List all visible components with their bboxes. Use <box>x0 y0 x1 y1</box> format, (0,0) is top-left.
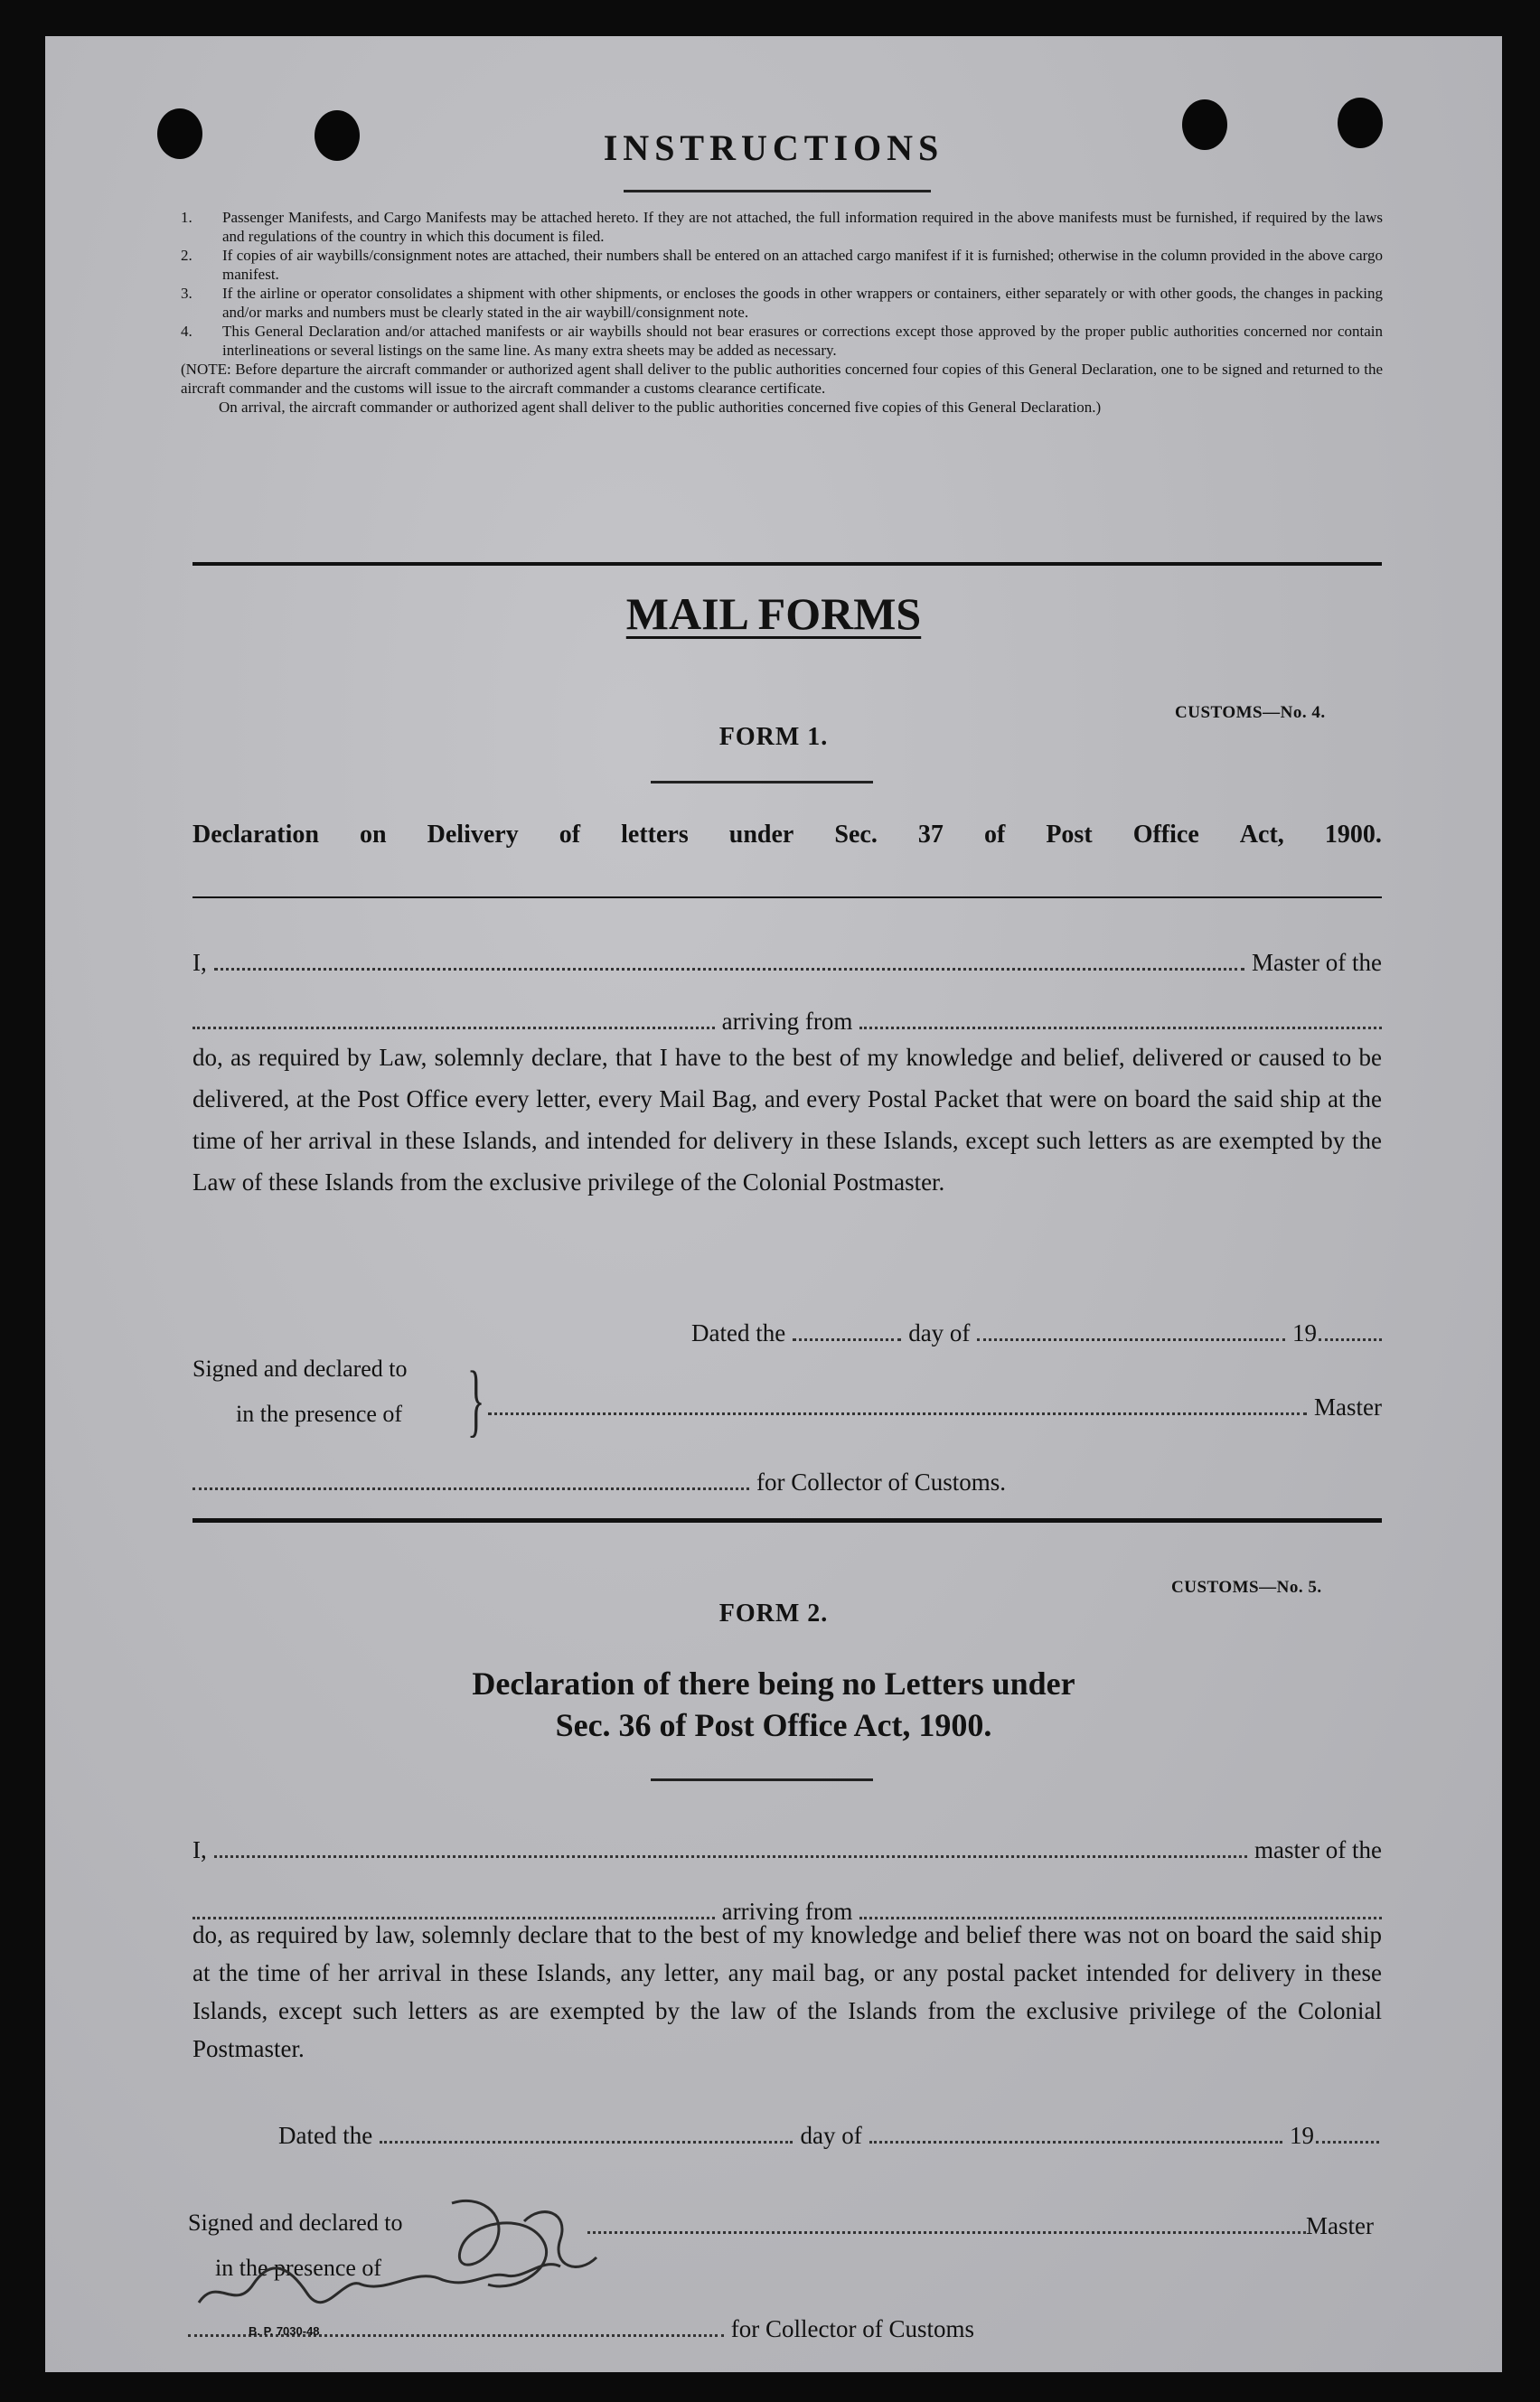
day-field[interactable] <box>380 2123 793 2144</box>
year-field[interactable] <box>1319 1320 1382 1341</box>
section-divider <box>192 562 1382 566</box>
arriving-from-label: arriving from <box>721 1008 853 1035</box>
dated-the-label: Dated the <box>691 1319 786 1346</box>
signed-declared-label: Signed and declared to <box>192 1356 408 1382</box>
title-word: letters <box>621 821 689 849</box>
collector-label: for Collector of Customs <box>730 2315 974 2342</box>
title-word: Act, <box>1239 821 1284 849</box>
master-of-label: master of the <box>1254 1836 1382 1863</box>
item-number: 2. <box>181 247 192 264</box>
item-text: Passenger Manifests, and Cargo Manifests may be attached hereto. If they are not attached, the full information required in the above manifests must be furnished, if required by the laws and regulations of the country in which this document is filed. <box>222 209 1383 245</box>
instruction-item <box>181 284 1383 322</box>
title-word: Sec. <box>834 821 878 849</box>
instructions-title: INSTRUCTIONS <box>603 127 944 168</box>
month-field[interactable] <box>977 1320 1285 1341</box>
form2-heading-rule <box>651 1778 873 1781</box>
arriving-from-field[interactable] <box>859 1009 1382 1029</box>
form2-date-line <box>278 2120 1379 2151</box>
form-code: B. P. 7030-48 <box>249 2324 320 2338</box>
form1-title-rule <box>192 896 1382 898</box>
ship-name-field[interactable] <box>192 1009 715 1029</box>
master-of-label: Master of the <box>1252 949 1382 976</box>
dated-the-label: Dated the <box>278 2122 373 2149</box>
day-of-label: day of <box>800 2122 862 2149</box>
form1-customs-number: CUSTOMS—No. 4. <box>1175 703 1326 722</box>
form1-declaration-body: do, as required by Law, solemnly declare, that I have to the best of my knowledge and belief, delivered or caused to be delivered, at the Post Office every letter, every Mail Bag, and every Postal Packet that were on board the said ship at the time of her arrival in these Islands, and intended for delivery in these Islands, except such letters as are exempted by the Law of these Islands from the exclusive privilege of the Colonial Postmaster. <box>192 1044 1382 1196</box>
form2-declaration-title <box>45 1663 1502 1746</box>
day-field[interactable] <box>793 1320 901 1341</box>
form1-heading: FORM 1. <box>718 723 829 751</box>
collector-label: for Collector of Customs. <box>756 1468 1006 1496</box>
instruction-note: (NOTE: Before departure the aircraft commander or authorized agent shall deliver to the public authorities concerned four copies of this General Declaration, one to be signed and returned to the aircraft commander and the customs will issue to the aircraft commander a customs clearance certificate. <box>181 361 1383 397</box>
title-word: of <box>559 821 581 849</box>
title-word: Delivery <box>427 821 519 849</box>
handwritten-signature <box>181 2185 723 2330</box>
presence-of-label: in the presence of <box>215 2255 382 2281</box>
title-word: of <box>983 821 1006 849</box>
item-text: This General Declaration and/or attached manifests or air waybills should not bear erasures or corrections except those approved by the proper public authorities concerned nor contain interlineations or several listings on the same line. As many extra sheets may be added as necessary. <box>222 323 1383 359</box>
form1-arriving-line <box>192 1006 1382 1037</box>
title-underline <box>624 190 931 192</box>
form1-master-line <box>192 947 1382 978</box>
year-label: 19 <box>1292 1319 1317 1346</box>
item-number: 4. <box>181 323 192 340</box>
form2-declaration-body: do, as required by law, solemnly declare that to the best of my knowledge and belief there was not on board the said ship at the time of her arrival in these Islands, any letter, any mail bag, or any postal packet intended for delivery in these Islands, except such letters as are exempted by the law of the Islands from the exclusive privilege of the Colonial Postmaster. <box>192 1921 1382 2062</box>
form-divider <box>192 1518 1382 1523</box>
title-word: 1900. <box>1324 821 1382 849</box>
brace: } <box>466 1356 485 1445</box>
signed-declared-label: Signed and declared to <box>188 2210 403 2236</box>
year-field[interactable] <box>1316 2123 1379 2144</box>
year-label: 19 <box>1290 2122 1314 2149</box>
item-text: If the airline or operator consolidates a shipment with other shipments, or encloses the goods in other wrappers or containers, either separately or with other goods, the changes in packing and/or marks and numbers must be clearly stated in the air waybill/consignment note. <box>222 285 1383 321</box>
arriving-from-label: arriving from <box>721 1898 853 1925</box>
instruction-note-continued: On arrival, the aircraft commander or authorized agent shall deliver to the public authorities concerned five copies of this General Declaration.) <box>219 399 1102 416</box>
month-field[interactable] <box>869 2123 1282 2144</box>
title-word: 37 <box>917 821 944 849</box>
item-number: 3. <box>181 285 192 302</box>
form2-master-line <box>192 1834 1382 1865</box>
master-name-field[interactable] <box>214 950 1244 971</box>
instruction-item <box>181 322 1383 360</box>
item-text: If copies of air waybills/consignment notes are attached, their numbers shall be entered on an attached cargo manifest if it is furnished; otherwise in the column provided in the above cargo manifest. <box>222 247 1383 283</box>
form1-date-line <box>691 1318 1382 1348</box>
instruction-item <box>181 208 1383 246</box>
mail-forms-title: MAIL FORMS <box>625 588 922 639</box>
master-label: Master <box>1314 1393 1382 1421</box>
instructions-list <box>181 208 1383 417</box>
title-line: Declaration of there being no Letters under <box>472 1665 1075 1702</box>
form1-master-signature-line <box>488 1392 1382 1422</box>
title-word: Post <box>1046 821 1093 849</box>
i-label: I, <box>192 1836 207 1863</box>
form1-signed-block <box>192 1346 408 1437</box>
form2-heading: FORM 2. <box>718 1600 829 1628</box>
presence-of-label: in the presence of <box>236 1401 403 1427</box>
day-of-label: day of <box>908 1319 971 1346</box>
i-label: I, <box>192 949 207 976</box>
form1-heading-rule <box>651 781 873 783</box>
collector-signature-field[interactable] <box>192 1469 749 1490</box>
master-name-field[interactable] <box>214 1837 1247 1858</box>
form1-declaration-title <box>192 821 1382 849</box>
title-word: Declaration <box>192 821 319 849</box>
instruction-item <box>181 246 1383 284</box>
master-label: Master <box>1306 2212 1374 2239</box>
form1-collector-line <box>192 1467 1006 1497</box>
item-number: 1. <box>181 209 192 226</box>
title-word: under <box>728 821 794 849</box>
document-page <box>45 36 1502 2372</box>
title-word: on <box>360 821 387 849</box>
master-signature-field[interactable] <box>488 1394 1307 1415</box>
title-word: Office <box>1132 821 1199 849</box>
form2-customs-number: CUSTOMS—No. 5. <box>1171 1578 1322 1597</box>
title-line: Sec. 36 of Post Office Act, 1900. <box>555 1707 992 1743</box>
